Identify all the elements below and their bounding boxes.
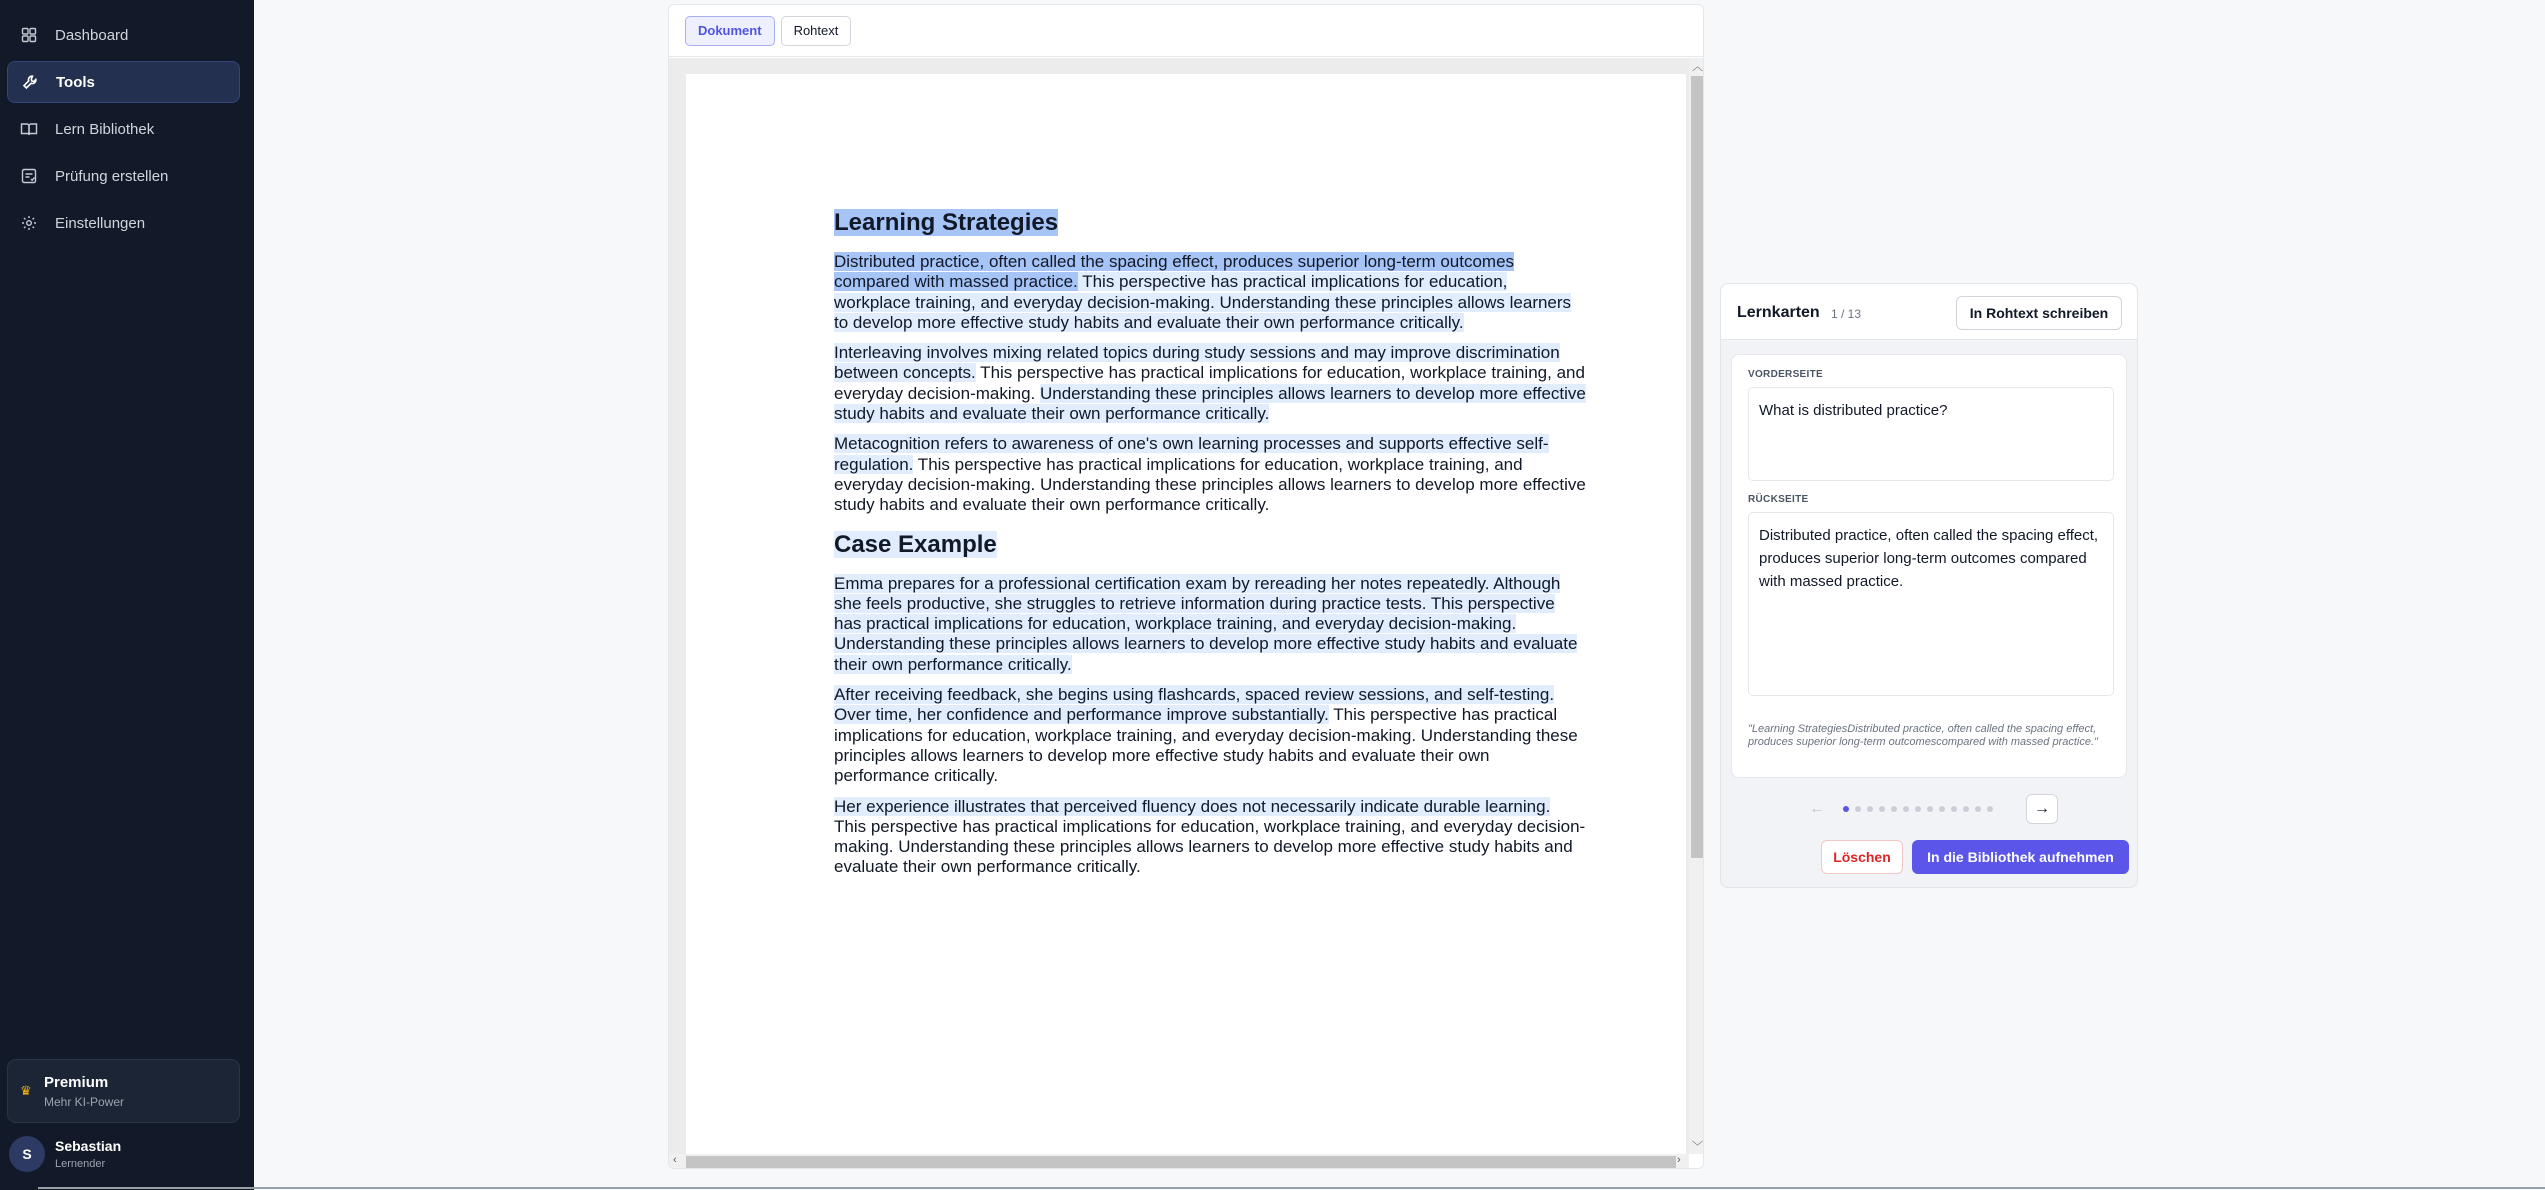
flashcards-panel xyxy=(1720,283,2138,888)
arrow-right-icon: → xyxy=(2034,800,2050,817)
arrow-left-icon: ← xyxy=(1809,800,1825,817)
card-pager xyxy=(1801,794,2057,824)
premium-subtitle: Mehr KI-Power xyxy=(44,1094,125,1109)
exam-icon xyxy=(19,166,39,186)
flashcard xyxy=(1731,354,2127,778)
sidebar xyxy=(0,0,254,1190)
card-dot[interactable] xyxy=(1975,806,1981,812)
write-to-raw-text-button[interactable]: In Rohtext schreiben xyxy=(1956,296,2122,330)
avatar: S xyxy=(9,1136,45,1172)
document-heading: Learning Strategies xyxy=(834,209,1059,236)
card-dot[interactable] xyxy=(1867,806,1873,812)
bottom-divider xyxy=(38,1187,2545,1189)
scroll-right-icon[interactable]: › xyxy=(1677,1154,1681,1166)
front-field[interactable]: What is distributed practice? xyxy=(1748,387,2114,481)
sidebar-item-settings[interactable] xyxy=(7,202,240,244)
horizontal-scrollbar[interactable] xyxy=(669,1154,1689,1169)
card-dot[interactable] xyxy=(1855,806,1861,812)
card-dot[interactable] xyxy=(1987,806,1993,812)
premium-title: Premium xyxy=(44,1073,109,1091)
user-profile[interactable] xyxy=(9,1136,121,1172)
delete-button[interactable]: Löschen xyxy=(1821,840,1903,874)
viewer-tabs xyxy=(669,5,1703,57)
source-quote: "Learning StrategiesDistributed practice, often called the spacing effect, produces superior long-term outcomescompared with massed practice." xyxy=(1748,723,2098,748)
document-paragraph: Her experience illustrates that perceived fluency does not necessarily indicate durable learning. This perspective has practical implications for education, workplace training, and everyday decision-making. Understanding these principles allows learners to develop more effective study habits and evaluate their own performance critically. xyxy=(834,796,1586,877)
vertical-scroll-thumb[interactable] xyxy=(1691,76,1703,858)
flashcards-title: Lernkarten xyxy=(1737,304,1820,321)
card-dot[interactable] xyxy=(1927,806,1933,812)
horizontal-scroll-thumb[interactable] xyxy=(686,1156,1676,1168)
document-paragraph: After receiving feedback, she begins using flashcards, spaced review sessions, and self-testing. Over time, her confidence and performance improve substantially. This perspective has practical implications for education, workplace training, and everyday decision-making. Understanding these principles allows learners to develop more effective study habits and evaluate their own performance critically. xyxy=(834,685,1578,786)
sidebar-item-library[interactable] xyxy=(7,108,240,150)
sidebar-item-label: Tools xyxy=(56,73,95,91)
document-content xyxy=(834,208,1586,888)
document-heading: Case Example xyxy=(834,530,997,558)
card-dot[interactable] xyxy=(1951,806,1957,812)
document-paragraph: Interleaving involves mixing related topics during study sessions and may improve discrimination between concepts. This perspective has practical implications for education, workplace training, and everyday decision-making. Understanding these principles allows learners to develop more effective study habits and evaluate their own performance critically. xyxy=(834,343,1586,424)
book-icon xyxy=(19,119,39,139)
document-page xyxy=(686,74,1686,1154)
wrench-icon xyxy=(20,72,40,92)
add-to-library-button[interactable]: In die Bibliothek aufnehmen xyxy=(1912,840,2129,874)
document-paragraph: Distributed practice, often called the spacing effect, produces superior long-term outcomes compared with massed practice. This perspective has practical implications for education, workplace training, and everyday decision-making. Understanding these principles allows learners to develop more effective study habits and evaluate their own performance critically. xyxy=(834,252,1572,332)
previous-card-button[interactable] xyxy=(1801,794,1833,824)
scroll-left-icon[interactable]: ‹ xyxy=(673,1154,677,1166)
sidebar-item-dashboard[interactable] xyxy=(7,14,240,56)
document-paragraph: Metacognition refers to awareness of one's own learning processes and supports effective self-regulation. This perspective has practical implications for education, workplace training, and everyday decision-making. Understanding these principles allows learners to develop more effective study habits and evaluate their own performance critically. xyxy=(834,434,1586,515)
next-card-button[interactable] xyxy=(2026,794,2058,824)
front-label: VORDERSEITE xyxy=(1748,369,1823,380)
sidebar-nav xyxy=(7,14,240,249)
document-viewer xyxy=(668,4,1704,1169)
card-dots xyxy=(1843,806,1999,812)
card-dot[interactable] xyxy=(1903,806,1909,812)
user-role: Lernender xyxy=(55,1158,106,1170)
scroll-up-icon[interactable]: ︿ xyxy=(1692,61,1703,73)
sidebar-item-label: Einstellungen xyxy=(55,214,146,232)
document-paragraph: Emma prepares for a professional certification exam by rereading her notes repeatedly. Although she feels productive, she struggles to retrieve information during practice tests. This perspective has practical implications for education, workplace training, and everyday decision-making. Understanding these principles allows learners to develop more effective study habits and evaluate their own performance critically. xyxy=(834,573,1578,674)
crown-icon: ♛ xyxy=(20,1083,32,1098)
card-dot[interactable] xyxy=(1939,806,1945,812)
sidebar-item-label: Prüfung erstellen xyxy=(55,167,169,185)
card-dot[interactable] xyxy=(1843,806,1849,812)
sidebar-item-label: Lern Bibliothek xyxy=(55,120,155,138)
sidebar-item-create-exam[interactable] xyxy=(7,155,240,197)
scroll-down-icon[interactable]: ﹀ xyxy=(1692,1141,1703,1153)
tab-raw-text[interactable]: Rohtext xyxy=(781,16,852,46)
flashcards-header xyxy=(1721,284,2137,340)
premium-upgrade-card[interactable] xyxy=(7,1059,240,1123)
sidebar-item-tools[interactable] xyxy=(7,61,240,103)
sidebar-item-label: Dashboard xyxy=(55,26,129,44)
card-dot[interactable] xyxy=(1879,806,1885,812)
card-dot[interactable] xyxy=(1891,806,1897,812)
document-canvas xyxy=(669,58,1689,1154)
back-label: RÜCKSEITE xyxy=(1748,494,1809,505)
card-dot[interactable] xyxy=(1915,806,1921,812)
gear-icon xyxy=(19,213,39,233)
card-dot[interactable] xyxy=(1963,806,1969,812)
user-name: Sebastian xyxy=(55,1138,122,1154)
dashboard-icon xyxy=(19,25,39,45)
vertical-scrollbar[interactable] xyxy=(1689,58,1704,1154)
back-field[interactable]: Distributed practice, often called the spacing effect, produces superior long-term outcomes compared with massed practice. xyxy=(1748,512,2114,696)
tab-document[interactable]: Dokument xyxy=(685,16,775,46)
flashcards-counter: 1 / 13 xyxy=(1831,307,1862,321)
